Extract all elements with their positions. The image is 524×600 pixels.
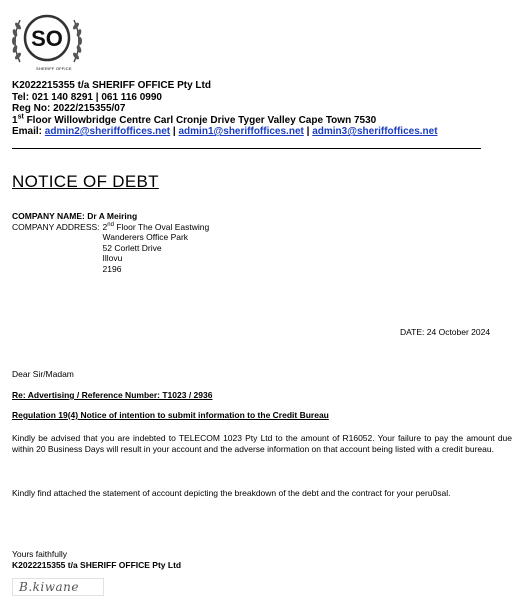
address-line: Wanderers Office Park [102,232,189,242]
address-line: 52 Corlett Drive [102,242,162,253]
company-name: COMPANY NAME: Dr A Meiring [12,211,138,221]
email-line: Email: admin2@sheriffoffices.net | admin1@sheriffoffices.net | admin3@sheriffoffices.net [12,126,438,137]
logo-caption: SHERIFF OFFICE [36,66,72,71]
signoff-block [12,549,181,570]
signoff-company: K2022215355 t/a SHERIFF OFFICE Pty Ltd [12,559,182,570]
debt-paragraph: Kindly be advised that you are indebted to TELECOM 1023 Pty Ltd to the amount of R16052. Your failure to pay the amount due within 20 Business Days will result in your account and the adverse information on that account being listed with a credit bureau. [12,433,512,454]
company-address [12,222,209,275]
signature: B.kiwane [12,578,104,596]
email-link-admin2[interactable]: admin2@sheriffoffices.net [44,126,171,137]
closing: Yours faithfully [12,549,67,559]
email-link-admin3[interactable]: admin3@sheriffoffices.net [312,126,438,137]
company-block [12,211,209,274]
header-divider [12,148,481,149]
attachment-paragraph: Kindly find attached the statement of account depicting the breakdown of the debt and the contract for your peru0sal. [12,488,451,498]
letterhead [12,80,438,138]
company-address-label: COMPANY ADDRESS: [12,221,100,232]
document-title: NOTICE OF DEBT [12,172,159,191]
reference-line: Re: Advertising / Reference Number: T1023 / 2936 [12,390,213,400]
address-line: 2nd Floor The Oval Eastwing [102,221,210,232]
notice-date: DATE: 24 October 2024 [400,327,491,337]
address-line: Illovu [102,253,123,263]
company-registration-line: K2022215355 t/a SHERIFF OFFICE Pty Ltd [12,80,211,91]
office-address-line: 1st Floor Willowbridge Centre Carl Cronje Drive Tyger Valley Cape Town 7530 [12,113,377,126]
logo-initials: SO [31,26,63,51]
address-line: 2196 [102,263,122,274]
email-link-admin1[interactable]: admin1@sheriffoffices.net [178,126,304,137]
greeting: Dear Sir/Madam [12,369,74,379]
telephone-line: Tel: 021 140 8291 | 061 116 0990 [12,91,162,103]
reg-number-line: Reg No: 2022/215355/07 [12,103,126,114]
regulation-line: Regulation 19(4) Notice of intention to submit information to the Credit Bureau [12,410,329,420]
email-label: Email: [12,126,45,137]
